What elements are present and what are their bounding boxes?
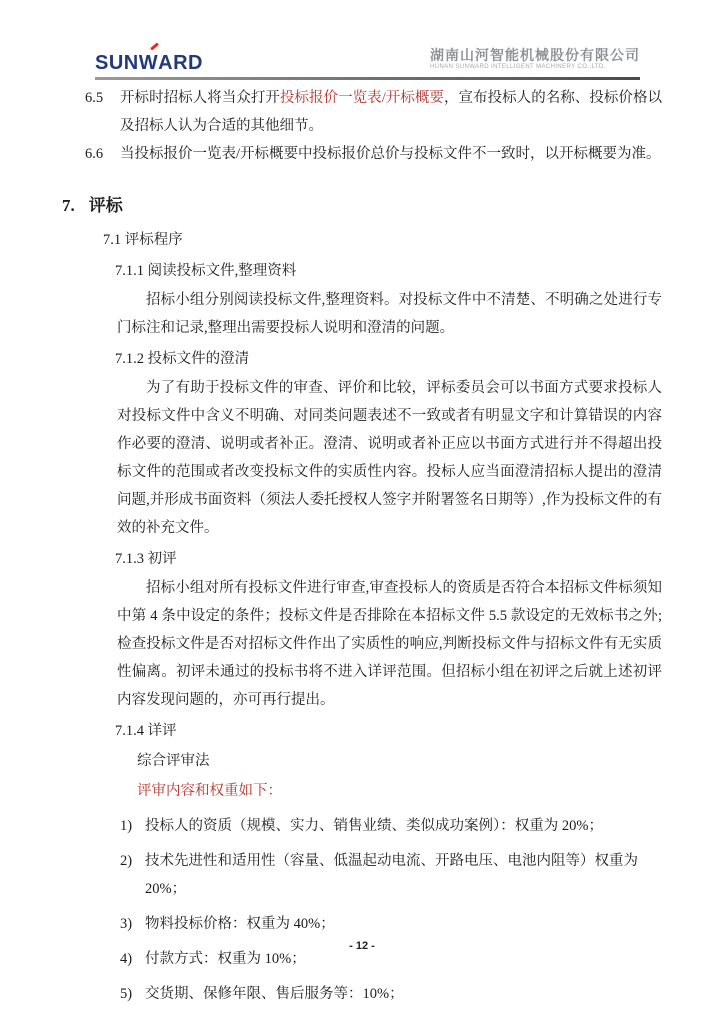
criteria-text: 交货期、保修年限、售后服务等：10%； <box>145 986 404 1002</box>
criteria-item-3 <box>120 910 662 938</box>
section-7-heading <box>62 192 662 220</box>
section-7-1-4-heading: 7.1.4 详评 <box>115 723 177 739</box>
criteria-item-1 <box>120 812 662 840</box>
section-7-1-2-paragraph: 为了有助于投标文件的审查、评价和比较，评标委员会可以书面方式要求投标人对投标文件中含义不明确、对同类问题表述不一致或者有明显文字和计算错误的内容作必要的澄清、说明或者补正。澄清、说明或者补正应以书面方式进行并不得超出投标文件的范围或者改变投标文件的实质性内容。投标人应当面澄清招标人提出的澄清问题,并形成书面资料（须法人委托授权人签字并附署签名日期等）,作为投标文件的有效的补充文件。 <box>117 380 662 536</box>
section-7-1-1-heading: 7.1.1 阅读投标文件,整理资料 <box>115 263 297 279</box>
clause-number: 6.6 <box>85 146 104 162</box>
company-name-block <box>430 47 640 73</box>
section-7-title: 评标 <box>88 196 123 215</box>
section-7-1-heading: 7.1 评标程序 <box>103 232 183 248</box>
criteria-item-5 <box>120 980 662 1008</box>
logo-accent-icon <box>150 42 159 50</box>
criteria-number: 4) <box>120 951 133 967</box>
criteria-text: 物料投标价格：权重为 40%； <box>145 916 335 932</box>
clause-text: 当投标报价一览表/开标概要中投标报价总价与投标文件不一致时，以开标概要为准。 <box>120 146 661 162</box>
company-name-english: HUNAN SUNWARD INTELLIGENT MACHINERY CO.,LTD. <box>430 63 606 70</box>
criteria-number: 1) <box>120 818 133 834</box>
criteria-item-2 <box>120 847 662 903</box>
clause-6-6 <box>85 140 662 168</box>
header-divider <box>95 77 640 80</box>
criteria-number: 5) <box>120 986 133 1002</box>
document-body <box>62 84 662 1008</box>
company-name-chinese: 湖南山河智能机械股份有限公司 <box>430 46 640 63</box>
clause-number: 6.5 <box>85 90 104 106</box>
section-7-1-3-heading: 7.1.3 初评 <box>115 551 177 567</box>
criteria-text: 投标人的资质（规模、实力、销售业绩、类似成功案例）：权重为 20%； <box>145 818 603 834</box>
evaluation-method: 综合评审法 <box>137 753 210 769</box>
logo-letter-w: W <box>139 53 158 73</box>
section-7-1-1-paragraph: 招标小组分别阅读投标文件,整理资料。对投标文件中不清楚、不明确之处进行专门标注和记录,整理出需要投标人说明和澄清的问题。 <box>117 292 662 336</box>
clause-6-5 <box>85 84 662 140</box>
criteria-intro: 评审内容和权重如下： <box>137 783 282 799</box>
criteria-number: 3) <box>120 916 133 932</box>
criteria-number: 2) <box>120 853 133 869</box>
section-7-number: 7. <box>62 196 75 215</box>
logo-text-sun: SUN <box>95 52 139 74</box>
page-header <box>95 44 640 73</box>
clause-6-5-post: ，宣布投标人的名称、投标价格以及招标人认为合适的其他细节。 <box>120 90 663 134</box>
criteria-text: 技术先进性和适用性（容量、低温起动电流、开路电压、电池内阻等）权重为 20%； <box>145 853 638 897</box>
section-7-1-2-heading: 7.1.2 投标文件的澄清 <box>115 351 250 367</box>
criteria-text: 付款方式：权重为 10%； <box>145 951 306 967</box>
sunward-logo <box>95 44 203 73</box>
clause-6-5-highlight: 投标报价一览表/开标概要 <box>279 90 444 106</box>
page-number: - 12 - <box>349 940 375 952</box>
page-footer <box>0 940 724 952</box>
clause-6-5-pre: 开标时招标人将当众打开 <box>120 90 280 106</box>
logo-text-ard: ARD <box>158 52 203 74</box>
clause-text <box>120 84 662 140</box>
section-7-1-3-paragraph: 招标小组对所有投标文件进行审查,审查投标人的资质是否符合本招标文件标须知中第 4 条中设定的条件；投标文件是否排除在本招标文件 5.5 款设定的无效标书之外;检查投标文件是否对招标文件作出了实质性的响应,判断投标文件与招标文件有无实质性偏离。初评未通过的投标书将不进入详评范围。但招标小组在初评之后就上述初评内容发现问题的，亦可再行提出。 <box>117 580 662 708</box>
